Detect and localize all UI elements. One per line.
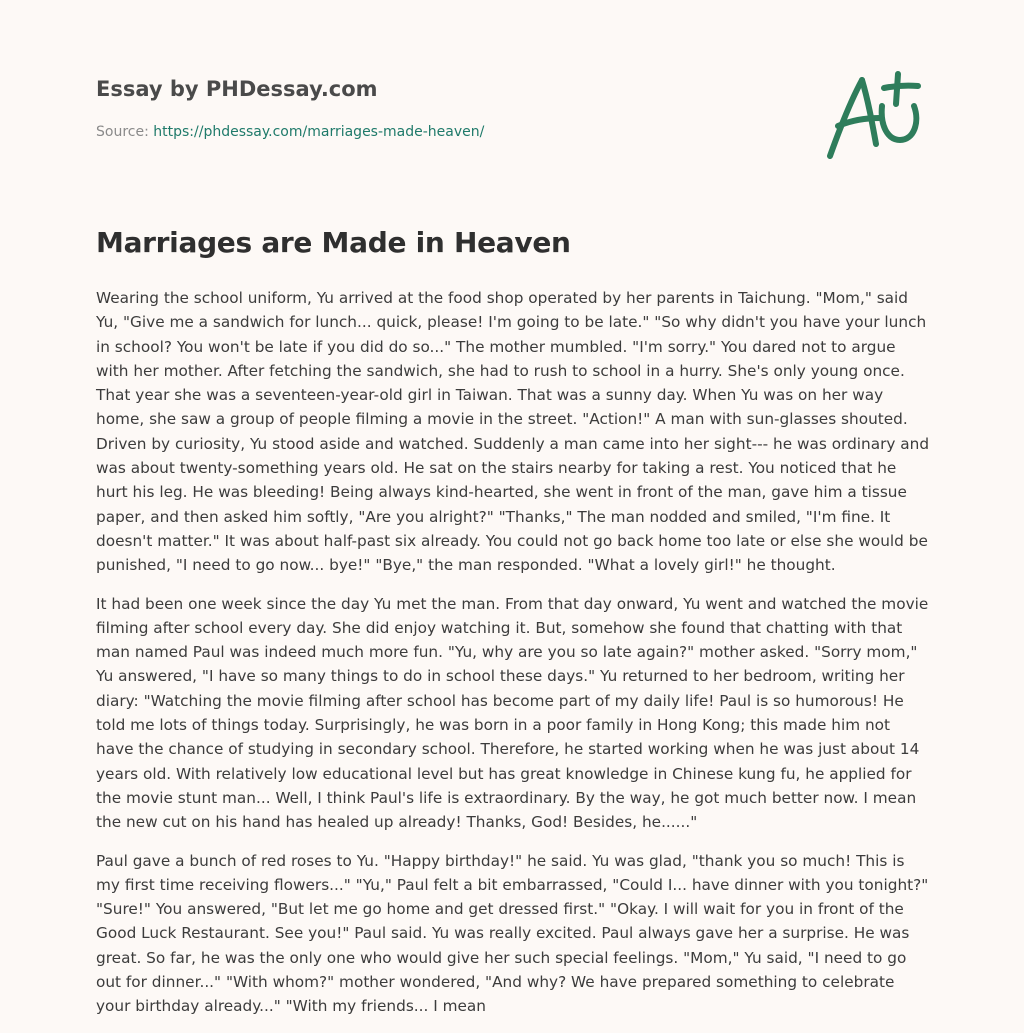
a-plus-logo-icon (822, 70, 926, 164)
essay-paragraph: Wearing the school uniform, Yu arrived at the food shop operated by her parents in Taichung. "Mom," said Yu, "Give me a sandwich for lunch... quick, please! I'm going to be late." "So why didn't you have your lunch in school? You won't be late if you did do so..." The mother mumbled. "I'm sorry." You dared not to argue with her mother. After fetching the sandwich, she had to rush to school in a hurry. She's only young once. That year she was a seventeen-year-old girl in Taiwan. That was a sunny day. When Yu was on her way home, she saw a group of people filming a movie in the street. "Action!" A man with sun-glasses shouted. Driven by curiosity, Yu stood aside and watched. Suddenly a man came into her sight--- he was ordinary and was about twenty-something years old. He sat on the stairs nearby for taking a rest. You noticed that he hurt his leg. He was bleeding! Being always kind-hearted, she went in front of the man, gave him a tissue paper, and then asked him softly, "Are you alright?" "Thanks," The man nodded and smiled, "I'm fine. It doesn't matter." It was about half-past six already. You could not go back home too late or else she would be punished, "I need to go now... bye!" "Bye," the man responded. "What a lovely girl!" he thought. (96, 289, 930, 575)
source-link[interactable]: https://phdessay.com/marriages-made-heaven/ (153, 124, 485, 140)
essay-title: Marriages are Made in Heaven (96, 226, 571, 259)
source-line (96, 124, 484, 140)
site-brand: Essay by PHDessay.com (96, 77, 378, 101)
logo-plus-horizontal (884, 86, 918, 88)
essay-paragraph: It had been one week since the day Yu met the man. From that day onward, Yu went and watched the movie filming after school every day. She did enjoy watching it. But, somehow she found that chatting with that man named Paul was indeed much more fun. "Yu, why are you so late again?" mother asked. "Sorry mom," Yu answered, "I have so many things to do in school these days." Yu returned to her bedroom, writing her diary: "Watching the movie filming after school has become part of my daily life! Paul is so humorous! He told me lots of things today. Surprisingly, he was born in a poor family in Hong Kong; this made him not have the chance of studying in secondary school. Therefore, he started working when he was just about 14 years old. With relatively low educational level but has great knowledge in Chinese kung fu, he applied for the movie stunt man... Well, I think Paul's life is extraordinary. By the way, he got much better now. I mean the new cut on his hand has healed up already! Thanks, God! Besides, he......" (96, 594, 929, 832)
source-label: Source: (96, 124, 154, 140)
essay-body (96, 286, 930, 1033)
logo-smile (882, 106, 917, 140)
essay-paragraph: Paul gave a bunch of red roses to Yu. "Happy birthday!" he said. Yu was glad, "thank you so much! This is my first time receiving flowers..." "Yu," Paul felt a bit embarrassed, "Could I... have dinner with you tonight?" "Sure!" You answered, "But let me go home and get dressed first." "Okay. I will wait for you in front of the Good Luck Restaurant. See you!" Paul said. Yu was really excited. Paul always gave her a surprise. He was great. So far, he was the only one who would give her such special feelings. "Mom," Yu said, "I need to go out for dinner..." "With whom?" mother wondered, "And why? We have prepared something to celebrate your birthday already..." "With my friends... I mean (96, 851, 929, 1016)
logo-a-right-stroke (862, 80, 876, 144)
